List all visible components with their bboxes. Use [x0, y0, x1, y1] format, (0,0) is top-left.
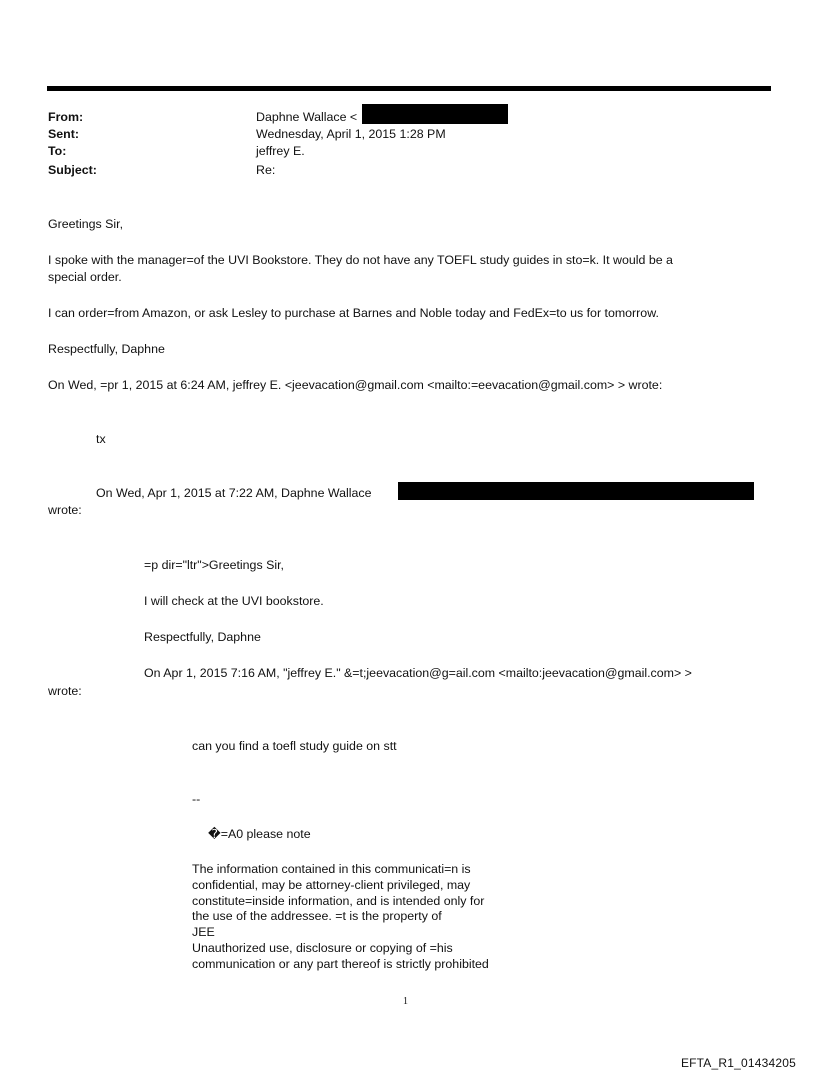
subject-value: Re: — [256, 163, 276, 177]
sent-value: Wednesday, April 1, 2015 1:28 PM — [256, 127, 446, 141]
page-number: 1 — [403, 996, 408, 1007]
from-label: From: — [48, 110, 84, 124]
to-label: To: — [48, 144, 67, 158]
redaction-box — [398, 482, 754, 500]
body-paragraph-1-line-2: special order. — [48, 270, 122, 284]
disclaimer-line: communication or any part thereof is strictly prohibited — [192, 956, 489, 971]
quote-1-text: tx — [96, 432, 106, 446]
to-value: jeffrey E. — [256, 144, 305, 158]
signoff: Respectfully, Daphne — [48, 342, 165, 356]
subject-label: Subject: — [48, 163, 97, 177]
please-note: �=A0 please note — [208, 827, 311, 841]
quote-2-line-1: =p dir="ltr">Greetings Sir, — [144, 558, 284, 572]
greeting: Greetings Sir, — [48, 217, 124, 231]
redaction-box — [362, 104, 508, 124]
quote-header-3: On Apr 1, 2015 7:16 AM, "jeffrey E." &=t;jeevacation@g=ail.com <mailto:jeevacation@gmail.com> > — [144, 666, 692, 680]
body-paragraph-1-line-1: I spoke with the manager=of the UVI Bookstore. They do not have any TOEFL study guides in sto=k. It would be a — [48, 253, 673, 267]
disclaimer-line: confidential, may be attorney-client privileged, may — [192, 877, 471, 892]
disclaimer-line: The information contained in this communicati=n is — [192, 862, 471, 876]
signature-separator: -- — [192, 792, 201, 806]
quote-header-2: On Wed, Apr 1, 2015 at 7:22 AM, Daphne Wallace — [96, 486, 372, 500]
body-paragraph-2: I can order=from Amazon, or ask Lesley to purchase at Barnes and Noble today and FedEx=to us for tomorrow. — [48, 306, 659, 320]
disclaimer — [192, 862, 532, 973]
quote-header-1: On Wed, =pr 1, 2015 at 6:24 AM, jeffrey E. <jeevacation@gmail.com <mailto:=eevacation@gmail.com> > wrote: — [48, 378, 663, 392]
disclaimer-line: JEE — [192, 925, 215, 940]
from-value: Daphne Wallace < — [256, 110, 358, 124]
quote-3-question: can you find a toefl study guide on stt — [192, 739, 397, 753]
sent-label: Sent: — [48, 127, 79, 141]
header-rule — [47, 86, 771, 91]
quote-header-3-end: wrote: — [48, 684, 82, 698]
quote-2-signoff: Respectfully, Daphne — [144, 630, 261, 644]
disclaimer-line: constitute=inside information, and is intended only for — [192, 893, 485, 908]
quote-2-line-2: I will check at the UVI bookstore. — [144, 594, 324, 608]
document-id: EFTA_R1_01434205 — [680, 1056, 796, 1070]
disclaimer-line: the use of the addressee. =t is the property of — [192, 909, 442, 924]
disclaimer-line: Unauthorized use, disclosure or copying of =his — [192, 940, 453, 955]
quote-header-2-end: wrote: — [48, 503, 82, 517]
